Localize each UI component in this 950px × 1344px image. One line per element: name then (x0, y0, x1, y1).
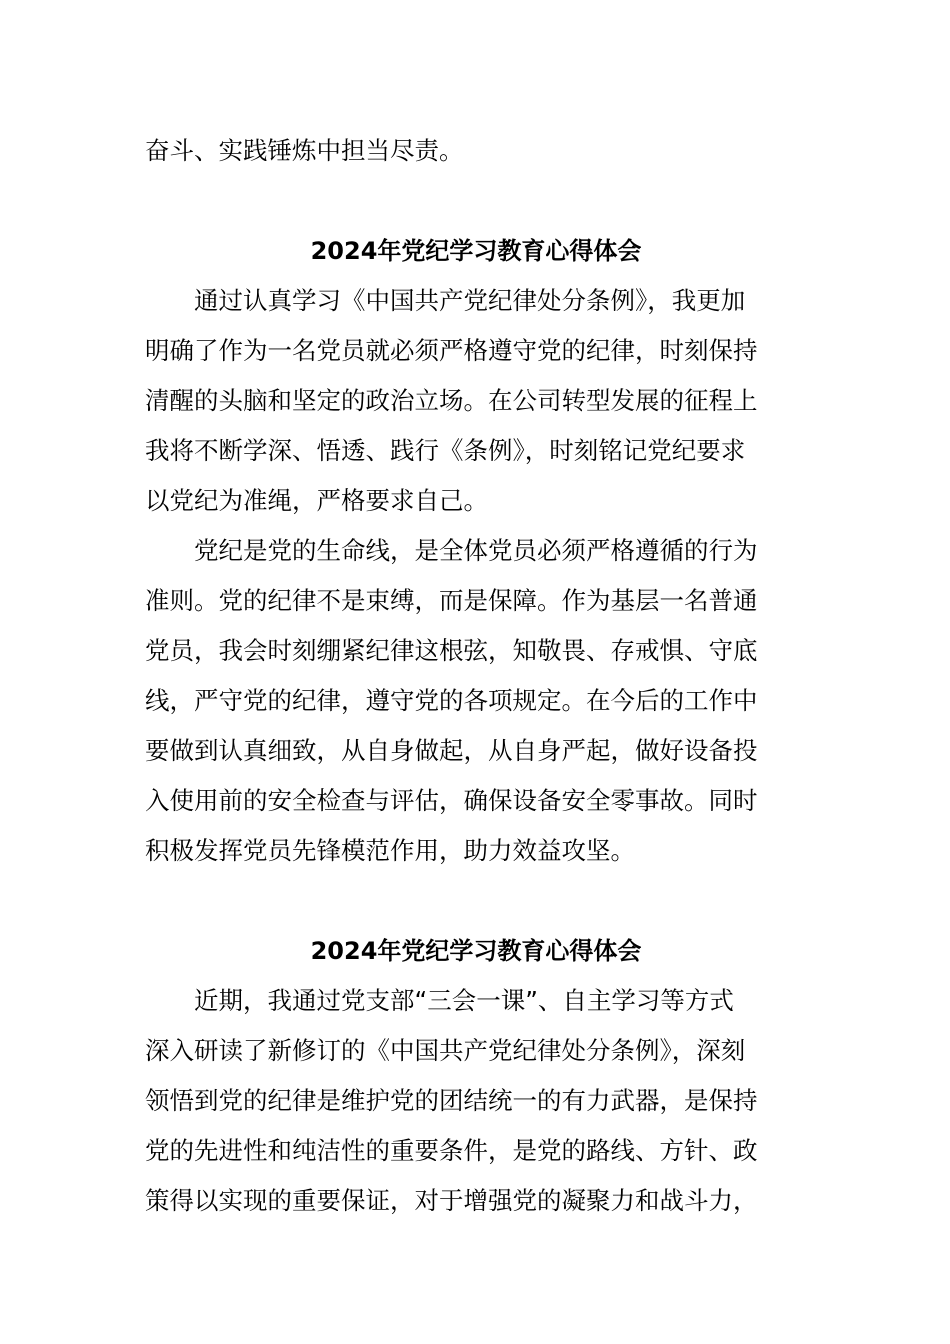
paragraph-line: 深入研读了新修订的《中国共产党纪律处分条例》，深刻 (145, 1036, 746, 1065)
paragraph-line: 领悟到党的纪律是维护党的团结统一的有力武器，是保持 (145, 1086, 758, 1115)
paragraph-line: 线，严守党的纪律，遵守党的各项规定。在今后的工作中 (145, 686, 758, 715)
paragraph-line: 要做到认真细致，从自身做起，从自身严起，做好设备投 (145, 736, 758, 765)
spacer (145, 876, 807, 926)
section-heading: 2024年党纪学习教育心得体会 (310, 237, 642, 265)
paragraph-line: 我将不断学深、悟透、践行《条例》，时刻铭记党纪要求 (145, 436, 746, 465)
paragraph-line: 入使用前的安全检查与评估，确保设备安全零事故。同时 (145, 786, 758, 815)
paragraph-line: 党的先进性和纯洁性的重要条件，是党的路线、方针、政 (145, 1136, 758, 1165)
paragraph-line: 党员，我会时刻绷紧纪律这根弦，知敬畏、存戒惧、守底 (145, 636, 758, 665)
document-page (145, 126, 807, 1226)
paragraph-line: 策得以实现的重要保证，对于增强党的凝聚力和战斗力， (145, 1186, 758, 1215)
paragraph-line: 通过认真学习《中国共产党纪律处分条例》，我更加 (194, 286, 746, 315)
paragraph-line: 党纪是党的生命线，是全体党员必须严格遵循的行为 (194, 536, 758, 565)
paragraph-line: 积极发挥党员先锋模范作用，助力效益攻坚。 (145, 836, 635, 865)
section-heading: 2024年党纪学习教育心得体会 (310, 937, 642, 965)
spacer (145, 176, 807, 226)
lead-fragment: 奋斗、实践锤炼中担当尽责。 (145, 136, 464, 165)
paragraph-line: 准则。党的纪律不是束缚，而是保障。作为基层一名普通 (145, 586, 758, 615)
paragraph-line: 清醒的头脑和坚定的政治立场。在公司转型发展的征程上 (145, 386, 758, 415)
paragraph-line: 近期，我通过党支部“三会一课”、自主学习等方式 (194, 986, 734, 1015)
paragraph-line: 以党纪为准绳，严格要求自己。 (145, 486, 488, 515)
paragraph-line: 明确了作为一名党员就必须严格遵守党的纪律，时刻保持 (145, 336, 758, 365)
